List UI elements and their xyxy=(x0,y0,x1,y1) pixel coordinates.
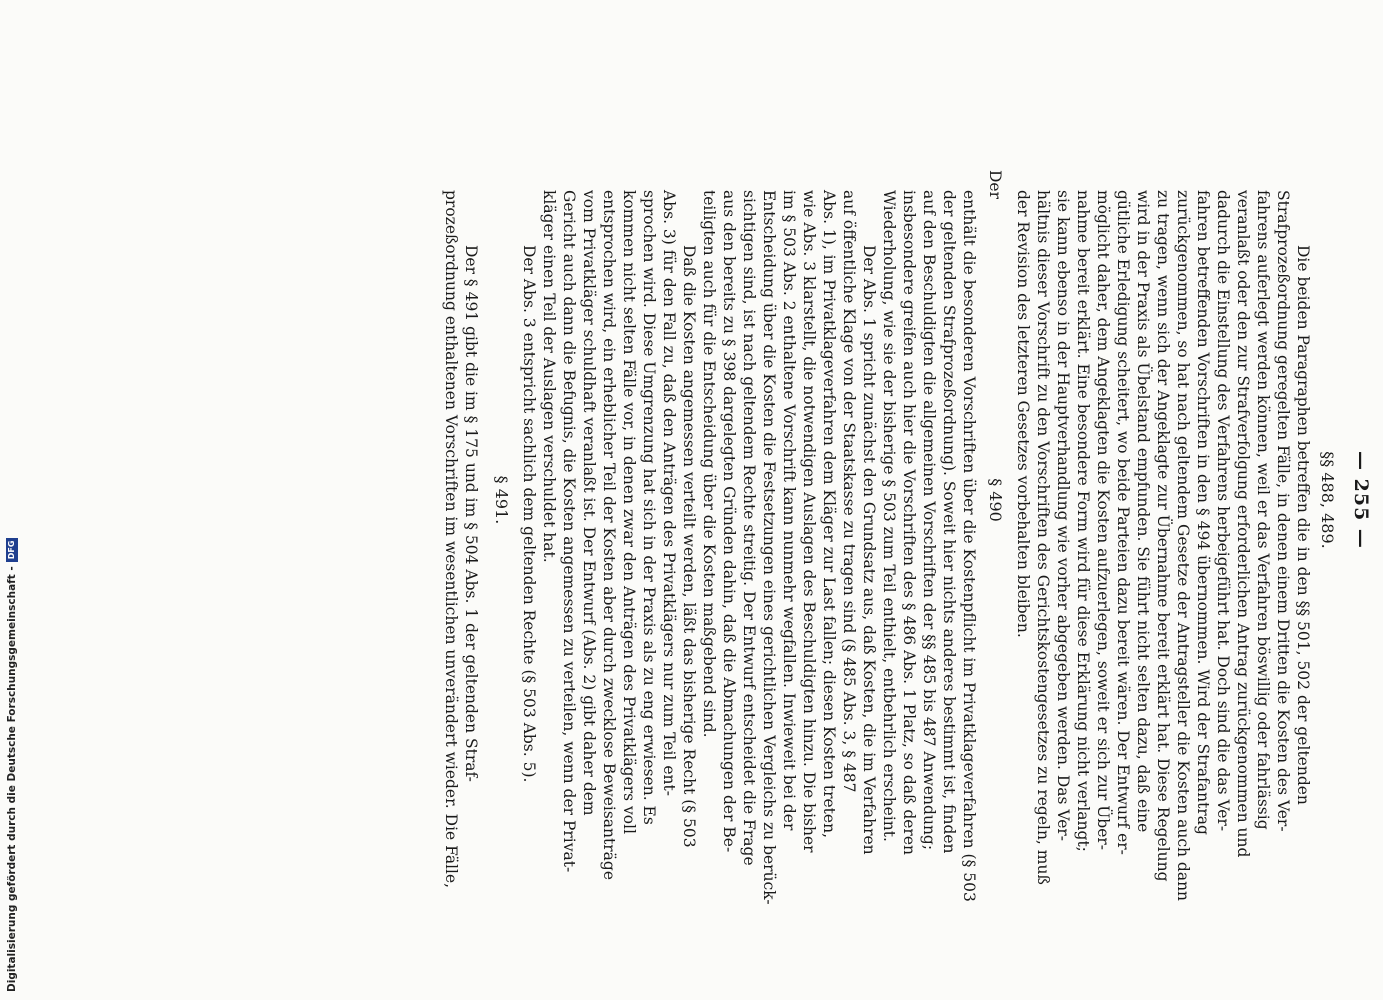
paragraph-line: enthält die besonderen Vorschriften über die Kostenpflicht im Privatklageverfahren (§ 503 xyxy=(960,190,978,902)
section-heading-491: § 491. xyxy=(492,475,511,525)
paragraph-line: auf den Beschuldigten die allgemeinen Vorschriften der §§ 485 bis 487 Anwendung; xyxy=(920,190,938,851)
paragraph-line: Entscheidung über die Kosten die Festsetzungen eines gerichtlichen Vergleichs zu berück- xyxy=(760,190,778,905)
section-heading-490: § 490 xyxy=(986,478,1005,522)
paragraph-line: kläger einen Teil der Auslagen verschuldet hat. xyxy=(540,190,558,563)
paragraph-line: der Revision des letzteren Gesetzes vorbehalten bleiben. xyxy=(1014,190,1032,638)
paragraph-line: kommen nicht selten Fälle vor, in denen zwar den Anträgen des Privatklägers voll xyxy=(620,190,638,835)
paragraph-line: Strafprozeßordnung geregelten Fälle, in denen einem Dritten die Kosten des Ver- xyxy=(1274,190,1292,832)
paragraph-line: Abs. 1), im Privatklageverfahren dem Kläger zur Last fallen; diesen Kosten treten, xyxy=(820,190,838,838)
paragraph-line: fahrens auferlegt werden können, weil er das Verfahren böswillig oder fahrlässig xyxy=(1254,190,1272,830)
paragraph-line: insbesondere greifen auch hier die Vorschriften des § 486 Abs. 1 Platz, so daß deren xyxy=(900,190,918,856)
paragraph-line: im § 503 Abs. 2 enthaltene Vorschrift kann nunmehr wegfallen. Inwieweit bei der xyxy=(780,190,798,831)
dfg-logo-icon: DFG xyxy=(6,538,18,563)
paragraph-line: entsprochen wird, ein erheblicher Teil der Kosten aber durch zwecklose Beweisanträge xyxy=(600,190,618,880)
paragraph-line: aus den bereits zu § 398 dargelegten Gründen dahin, daß die Abmachungen der Be- xyxy=(720,190,738,853)
paragraph-line: sichtigen sind, ist nach geltendem Rechte streitig. Der Entwurf entscheidet die Frage xyxy=(740,190,758,866)
paragraph-line: sie kann ebenso in der Hauptverhandlung wie vorher abgegeben werden. Das Ver- xyxy=(1054,190,1072,842)
paragraph-line: veranlaßt oder den zur Strafverfolgung erforderlichen Antrag zurückgenommen und xyxy=(1234,190,1252,858)
paragraph-line: hältnis dieser Vorschrift zu den Vorschriften des Gerichtskostengesetzes zu regeln, muß xyxy=(1034,190,1052,885)
paragraph-line: wird in der Praxis als Übelstand empfunden. Sie führt nicht selten dazu, daß eine xyxy=(1134,190,1152,833)
paragraph-line: dadurch die Einstellung des Verfahrens herbeigeführt hat. Doch sind die das Ver- xyxy=(1214,190,1232,832)
paragraph-line: teiligten auch für die Entscheidung über die Kosten maßgebend sind. xyxy=(700,190,718,738)
paragraph-line: Daß die Kosten angemessen verteilt werden, läßt das bisherige Recht (§ 503 xyxy=(680,245,698,848)
paragraph-line: möglicht daher, dem Angeklagten die Kosten aufzuerlegen, soweit er sich zur Über- xyxy=(1094,190,1112,851)
paragraph-line: Wiederholung, wie sie der bisherige § 503 zum Teil enthielt, entbehrlich erscheint. xyxy=(880,190,898,842)
paragraph-line: Der Abs. 1 spricht zunächst den Grundsatz aus, daß Kosten, die im Verfahren xyxy=(860,245,878,855)
paragraph-line: prozeßordnung enthaltenen Vorschriften im wesentlichen unverändert wieder. Die Fälle, xyxy=(442,190,460,889)
digitization-credit xyxy=(6,538,18,992)
digitization-credit-text: Digitalisierung gefördert durch die Deutsche Forschungsgemeinschaft - xyxy=(6,566,18,992)
paragraph-line: gütliche Erledigung scheitert, wo beide Parteien dazu bereit wären. Der Entwurf er- xyxy=(1114,190,1132,855)
paragraph-line: nahme bereit erklärt. Eine besondere Form wird für diese Erklärung nicht verlangt; xyxy=(1074,190,1092,852)
paragraph-line: Der § 491 gibt die im § 175 und im § 504 Abs. 1 der geltenden Straf- xyxy=(462,245,480,782)
paragraph-line: Der Abs. 3 entspricht sachlich dem geltenden Rechte (§ 503 Abs. 5). xyxy=(520,245,538,783)
paragraph-line: zurückgenommen, so hat nach geltendem Gesetze der Antragsteller die Kosten auch dann xyxy=(1174,190,1192,902)
paragraph-line: fahren betreffenden Vorschriften in den § 494 übernommen. Wird der Strafantrag xyxy=(1194,190,1212,835)
page-number: — 255 — xyxy=(1350,451,1372,549)
paragraph-line: wie Abs. 3 klarstellt, die notwendigen Auslagen des Beschuldigten hinzu. Die bisher xyxy=(800,190,818,853)
paragraph-line: zu tragen, wenn sich der Angeklagte zur Übernahme bereit erklärt hat. Diese Regelung xyxy=(1154,190,1172,882)
paragraph-line: Die beiden Paragraphen betreffen die in den §§ 501, 502 der geltenden xyxy=(1294,245,1312,805)
paragraph-line: vom Privatkläger schuldhaft veranlaßt ist. Der Entwurf (Abs. 2) gibt daher dem xyxy=(580,190,598,816)
paragraph-line: Abs. 3) für den Fall zu, daß den Anträgen des Privatklägers nur zum Teil ent- xyxy=(660,190,678,796)
section-heading-488-489: §§ 488, 489. xyxy=(1318,451,1337,549)
paragraph-line: auf öffentliche Klage von der Staatskasse zu tragen sind (§ 485 Abs. 3, § 487 xyxy=(840,190,858,793)
paragraph-intro-word: Der xyxy=(986,170,1004,200)
paragraph-line: Gericht auch dann die Befugnis, die Kosten angemessen zu verteilen, wenn der Privat- xyxy=(560,190,578,873)
paragraph-line: der geltenden Strafprozeßordnung). Soweit hier nichts anderes bestimmt ist, finden xyxy=(940,190,958,854)
paragraph-line: sprochen wird. Diese Umgrenzung hat sich in der Praxis als zu eng erwiesen. Es xyxy=(640,190,658,825)
